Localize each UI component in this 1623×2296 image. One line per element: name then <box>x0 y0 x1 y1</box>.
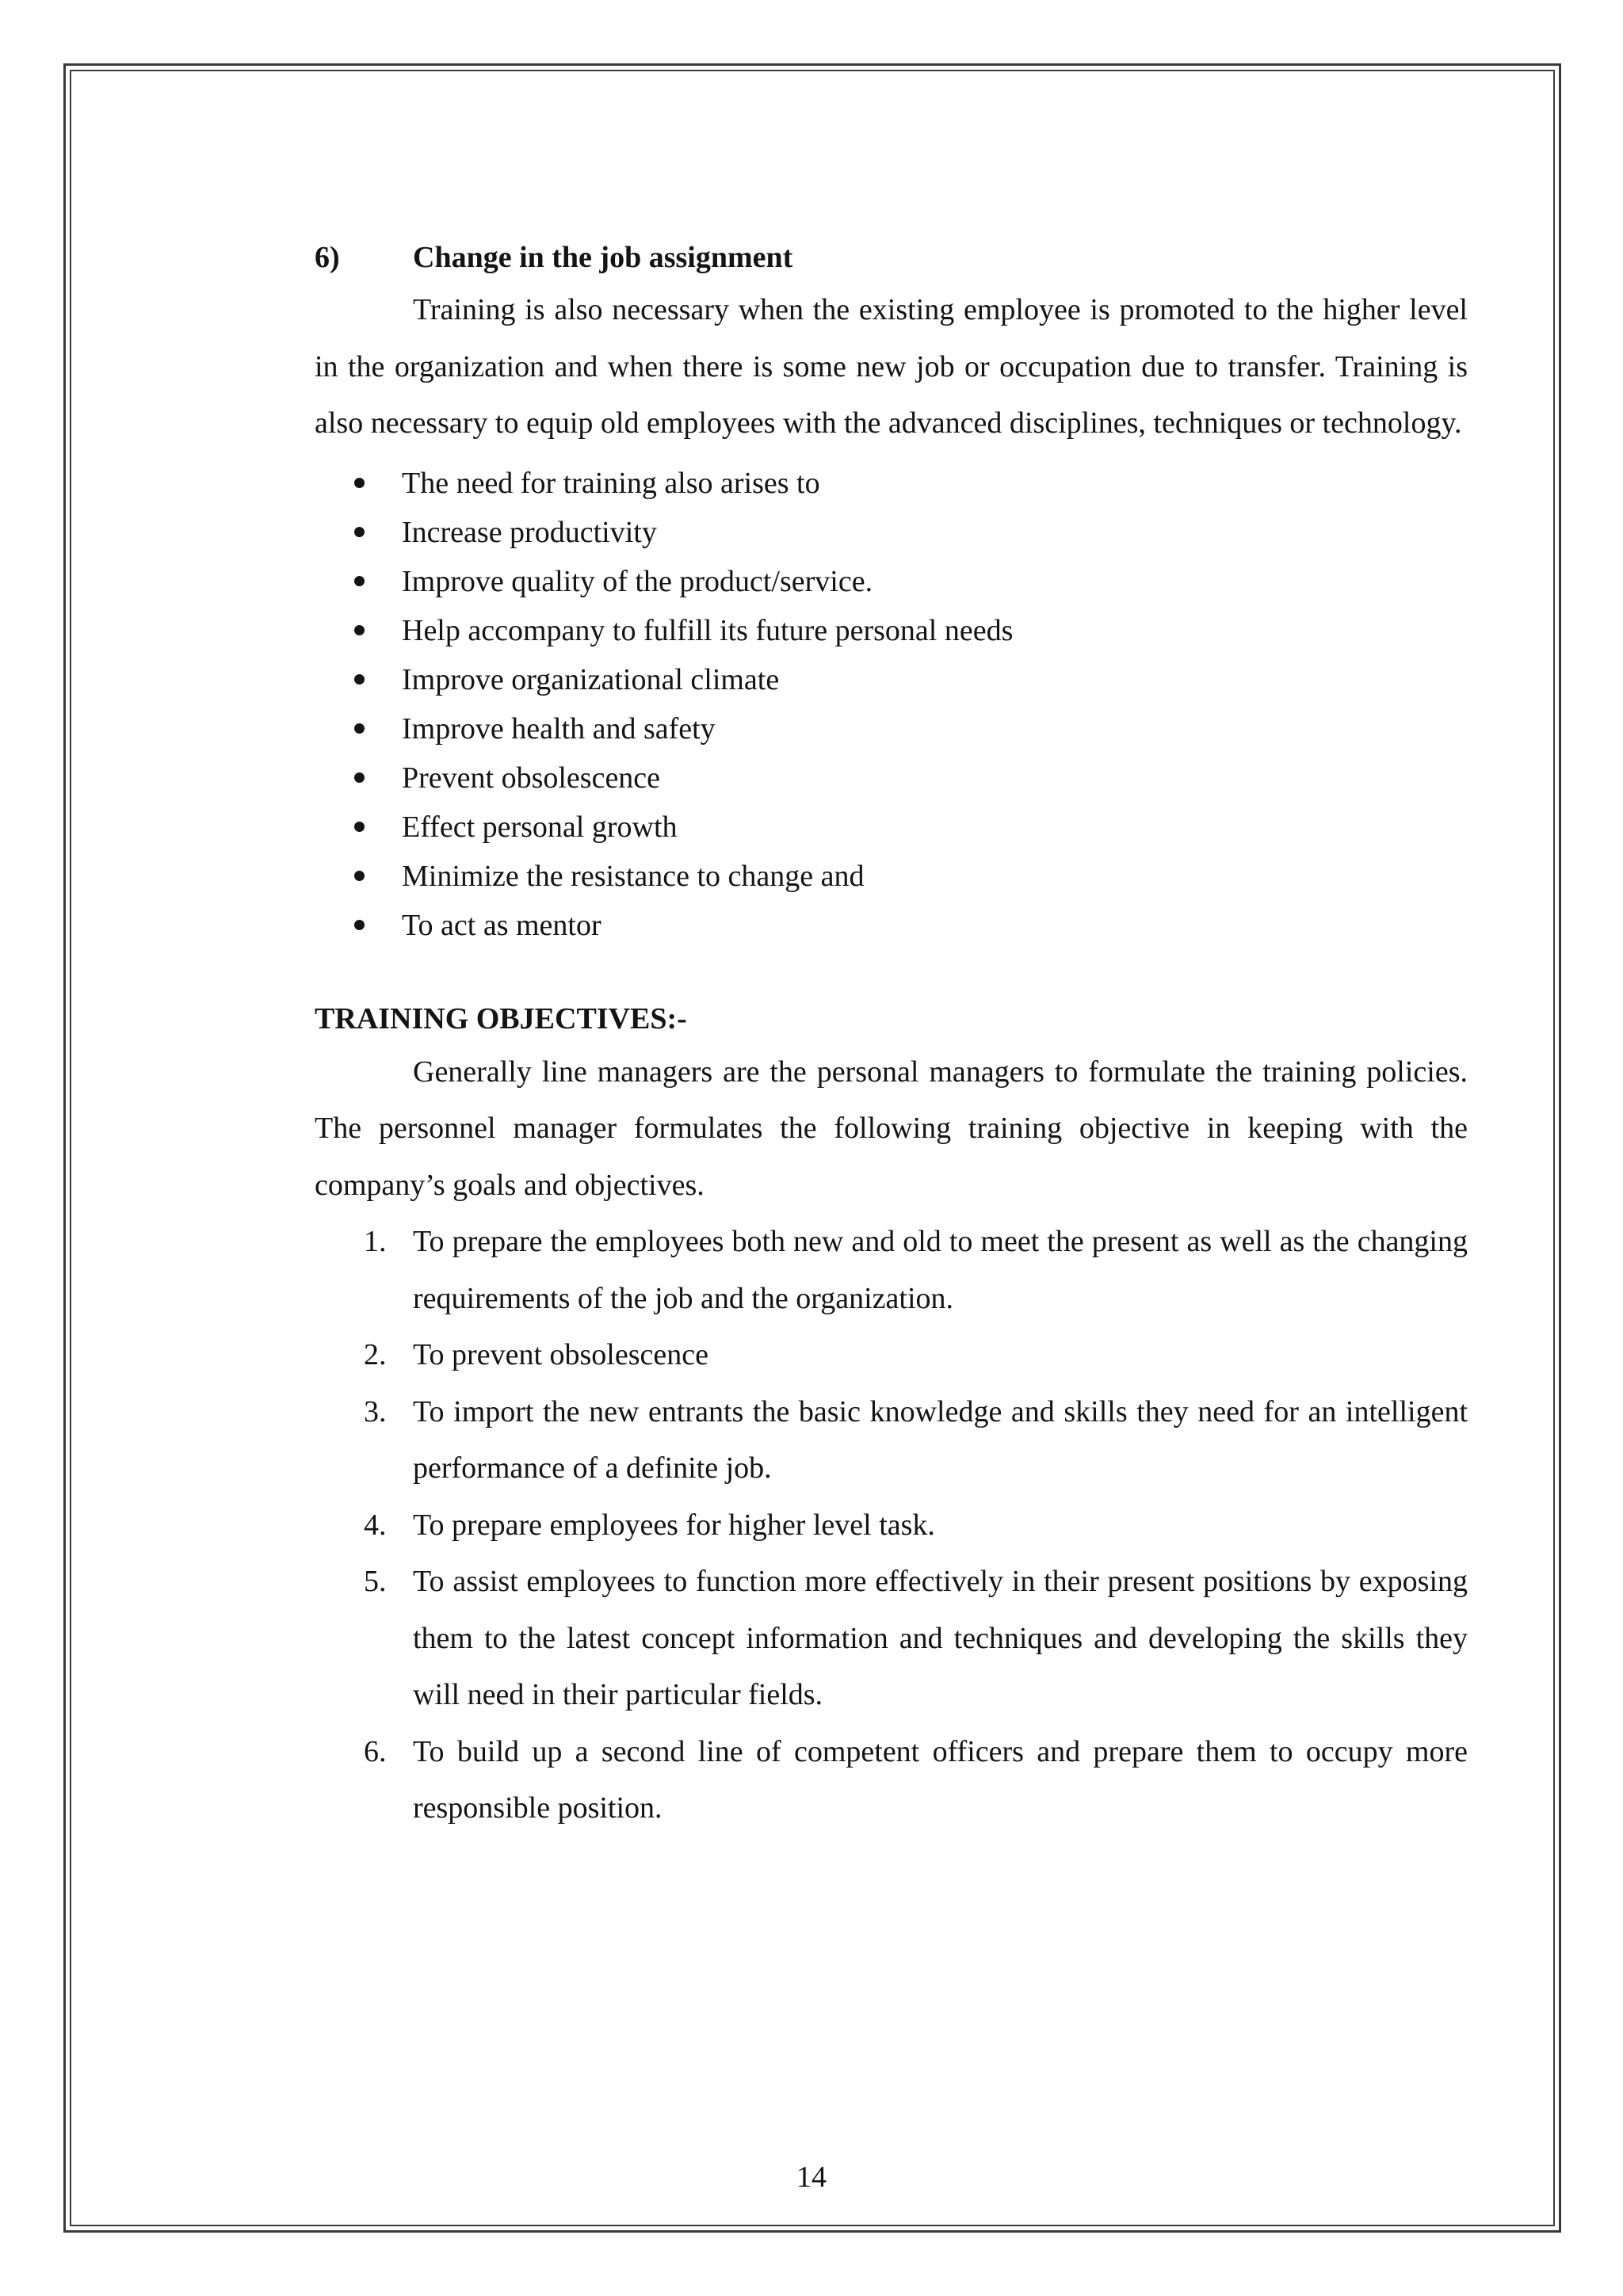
bullet-icon <box>354 772 365 783</box>
list-item <box>315 557 1468 606</box>
list-item-text: To prepare employees for higher level task. <box>413 1508 935 1542</box>
bullet-icon <box>354 920 365 930</box>
list-item <box>315 803 1468 852</box>
list-item-text: Improve health and safety <box>402 711 716 746</box>
bullet-icon <box>354 576 365 586</box>
list-item-text: To prepare the employees both new and old to meet the present as well as the changing requirements of the job and the organization. <box>413 1225 1468 1315</box>
list-item-text: To act as mentor <box>402 908 601 942</box>
objectives-numbered-list <box>315 1214 1468 1837</box>
bullet-icon <box>354 625 365 635</box>
list-item-text: To assist employees to function more effectively in their present positions by exposing them to the latest concept information and techniques and developing the skills they will need in their particular fields. <box>413 1565 1468 1711</box>
page-content <box>315 233 1468 1837</box>
list-item <box>315 459 1468 508</box>
list-item-text: The need for training also arises to <box>402 466 820 500</box>
list-item-text: Effect personal growth <box>402 810 678 844</box>
section-number: 6) <box>315 241 340 274</box>
section-heading <box>315 233 1468 282</box>
list-item-text: Help accompany to fulfill its future personal needs <box>402 613 1014 647</box>
page-number: 14 <box>796 2161 827 2194</box>
section-title: Change in the job assignment <box>413 241 793 274</box>
objectives-paragraph: Generally line managers are the personal managers to formulate the training policies. The personnel manager formulates the following training objective in keeping with the company’s goals and objectives. <box>315 1055 1468 1202</box>
list-item <box>315 1384 1468 1497</box>
bullet-icon <box>354 478 365 488</box>
list-item <box>315 1497 1468 1554</box>
list-item <box>315 1214 1468 1327</box>
bullet-icon <box>354 674 365 685</box>
list-item <box>315 753 1468 803</box>
list-item-number: 6. <box>364 1734 387 1768</box>
list-item-number: 2. <box>364 1338 387 1371</box>
list-item-text: To build up a second line of competent officers and prepare them to occupy more responsible position. <box>413 1734 1468 1825</box>
list-item <box>315 901 1468 950</box>
bullet-icon <box>354 871 365 881</box>
list-item-number: 4. <box>364 1508 387 1542</box>
objectives-heading: TRAINING OBJECTIVES:- <box>315 1001 687 1035</box>
list-item-text: To import the new entrants the basic knowledge and skills they need for an intelligent performance of a definite job. <box>413 1394 1468 1485</box>
list-item <box>315 852 1468 901</box>
list-item <box>315 1554 1468 1724</box>
list-item-number: 5. <box>364 1565 387 1598</box>
list-item-text: Improve organizational climate <box>402 662 780 696</box>
list-item-text: Improve quality of the product/service. <box>402 564 873 598</box>
list-item-text: To prevent obsolescence <box>413 1338 708 1371</box>
bullet-icon <box>354 723 365 734</box>
list-item <box>315 704 1468 753</box>
list-item-number: 1. <box>364 1225 387 1258</box>
list-item <box>315 655 1468 704</box>
list-item <box>315 606 1468 655</box>
list-item <box>315 508 1468 557</box>
bullet-icon <box>354 527 365 537</box>
section-paragraph: Training is also necessary when the existing employee is promoted to the higher level in the organization and when there is some new job or occupation due to transfer. Training is also necessary to equip old employees with the advanced disciplines, techniques or technology. <box>315 293 1468 440</box>
needs-bullet-list <box>315 459 1468 950</box>
list-item-number: 3. <box>364 1394 387 1428</box>
list-item-text: Increase productivity <box>402 515 657 549</box>
list-item <box>315 1327 1468 1384</box>
list-item <box>315 1724 1468 1837</box>
bullet-icon <box>354 822 365 832</box>
list-item-text: Prevent obsolescence <box>402 761 661 795</box>
list-item-text: Minimize the resistance to change and <box>402 859 865 893</box>
